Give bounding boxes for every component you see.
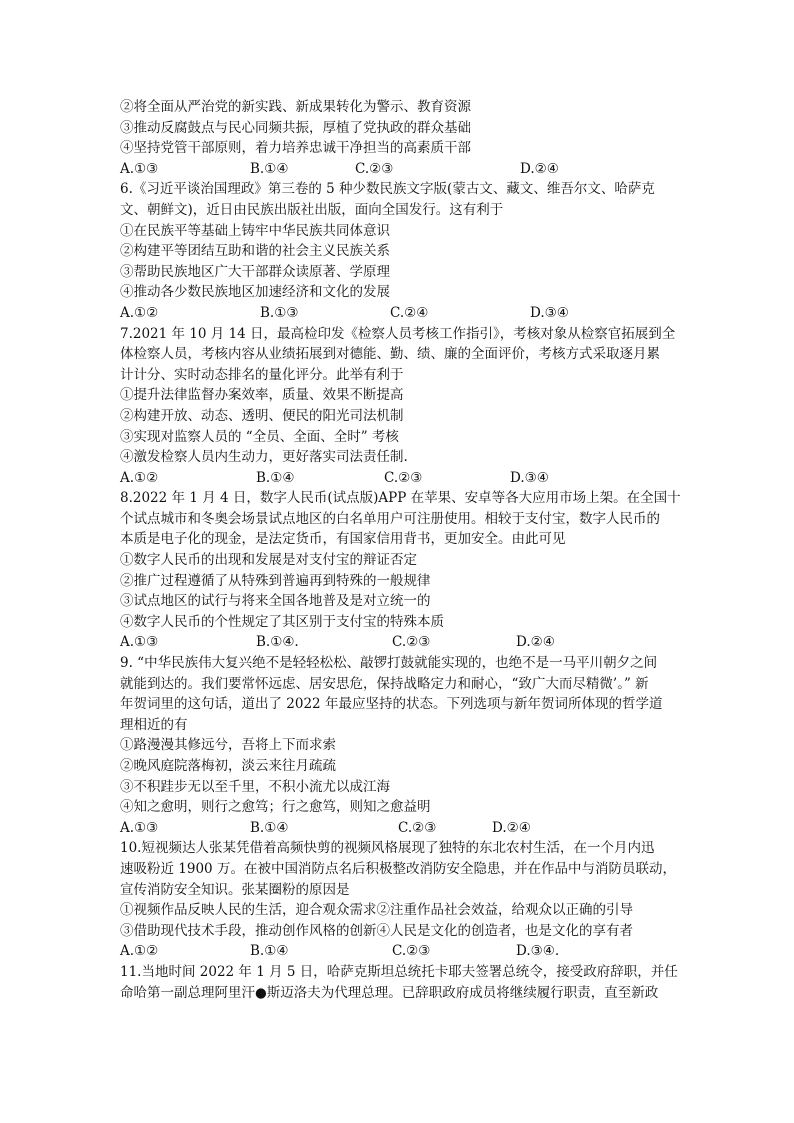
question-text-line: 理相近的有	[120, 716, 188, 733]
answer-option: B.①④	[250, 943, 289, 960]
choice-statement: ③实现对监察人员的 “全员、全面、全时” 考核	[120, 428, 399, 445]
answer-option: B.①③	[260, 304, 299, 321]
answer-option: A.①③	[120, 819, 159, 836]
answer-option: B.①④	[250, 819, 289, 836]
question-text-line: 11.当地时间 2022 年 1 月 5 日，哈萨克斯坦总统托卡耶夫签署总统令，接受政府辞职，并任	[120, 963, 678, 980]
question-text-line: 计计分、实时动态排名的量化评分。此举有利于	[120, 366, 404, 383]
answer-option: A.①③	[120, 634, 159, 651]
question-q7	[120, 324, 685, 489]
answer-options	[120, 159, 685, 180]
answer-options	[120, 468, 685, 489]
choice-statement: ②构建开放、动态、透明、便民的阳光司法机制	[120, 407, 404, 424]
choice-statement: ①视频作品反映人民的生活，迎合观众需求②注重作品社会效益，给观众以正确的引导	[120, 902, 633, 919]
question-text-line: 个试点城市和冬奥会场景试点地区的白名单用户可注册使用。相较于支付宝，数字人民币的	[120, 510, 660, 527]
choice-statement: ④推动各少数民族地区加速经济和文化的发展	[120, 284, 390, 301]
choice-statement: ②构建平等团结互助和谐的社会主义民族关系	[120, 243, 390, 260]
question-text-line: 7.2021 年 10 月 14 日，最高检印发《检察人员考核工作指引》，考核对象从检察官拓展到全	[120, 325, 676, 342]
answer-option: A.①②	[120, 943, 159, 960]
answer-options	[120, 941, 685, 962]
answer-option: C.②③	[392, 943, 431, 960]
answer-option: D.③④	[530, 304, 569, 321]
choice-statement: ③推动反腐鼓点与民心同频共振，厚植了党执政的群众基础	[120, 119, 471, 136]
question-text-line: 速吸粉近 1900 万。在被中国消防点名后积极整改消防安全隐患，并在作品中与消防员联动，	[120, 860, 676, 877]
answer-options	[120, 818, 685, 839]
choice-statement: ④数字人民币的个性规定了其区别于支付宝的特殊本质	[120, 613, 444, 630]
answer-option: A.①②	[120, 304, 159, 321]
answer-option: B.①④.	[256, 634, 299, 651]
question-q5-tail	[120, 97, 685, 179]
choice-statement: ③借助现代技术手段，推动创作风格的创新④人民是文化的创造者，也是文化的享有者	[120, 922, 633, 939]
answer-option: B.①④	[250, 160, 289, 177]
question-q9	[120, 653, 685, 838]
answer-option: A.①②	[120, 469, 159, 486]
choice-statement: ①数字人民币的出现和发展是对支付宝的辩证否定	[120, 552, 417, 569]
question-text-line: 就能到达的。我们要常怀远虑、居安思危，保持战略定力和耐心，“致广大而尽精微’。” 新	[120, 675, 649, 692]
answer-options	[120, 303, 685, 324]
choice-statement: ④坚持党管干部原则，着力培养忠诚干净担当的高素质干部	[120, 140, 471, 157]
choice-statement: ②晚风庭院落梅初，淡云来往月疏疏	[120, 758, 336, 774]
answer-option: D.②④	[492, 819, 531, 836]
choice-statement: ②推广过程遵循了从特殊到普遍再到特殊的一般规律	[120, 572, 431, 589]
question-text-line: 体检察人员，考核内容从业绩拓展到对德能、勤、绩、廉的全面评价，考核方式采取逐月累	[120, 346, 660, 363]
answer-option: D.③④	[510, 469, 549, 486]
answer-option: D.②④	[520, 160, 559, 177]
question-q6	[120, 179, 685, 323]
question-text-line: 8.2022 年 1 月 4 日，数字人民币(试点版)APP 在苹果、安卓等各大应用市场上架。在全国十	[120, 490, 681, 507]
question-q10	[120, 838, 685, 962]
choice-statement: ①提升法律监督办案效率，质量、效果不断提高	[120, 387, 404, 404]
question-text-line: 10.短视频达人张某凭借着高频快剪的视频风格展现了独特的东北农村生活，在一个月内迅	[120, 840, 655, 857]
choice-statement: ②将全面从严治党的新实践、新成果转化为警示、教育资源	[120, 99, 471, 115]
question-text-line: 命哈第一副总理阿里汗●斯迈洛夫为代理总理。已辞职政府成员将继续履行职责，直至新政	[120, 984, 659, 1001]
choice-statement: ④知之愈明，则行之愈笃；行之愈笃，则知之愈益明	[120, 799, 431, 816]
question-q8	[120, 488, 685, 653]
answer-option: B.①④	[256, 469, 295, 486]
question-q11	[120, 962, 685, 1003]
choice-statement: ④激发检察人员内生动力，更好落实司法责任制.	[120, 449, 408, 466]
exam-questions	[120, 97, 685, 1003]
question-text-line: 文、朝鲜文)，近日由民族出版社出版，面向全国发行。这有利于	[120, 201, 504, 218]
question-text-line: 宣传消防安全知识。张某圈粉的原因是	[120, 881, 350, 898]
answer-option: D.②④	[516, 634, 555, 651]
answer-options	[120, 632, 685, 653]
answer-option: D.③④.	[516, 943, 560, 960]
choice-statement: ③帮助民族地区广大干部群众读原著、学原理	[120, 263, 390, 280]
question-text-line: 本质是电子化的现金，是法定货币，有国家信用背书，更加安全。由此可见	[120, 531, 566, 548]
choice-statement: ③不积跬步无以至千里，不积小流尤以成江海	[120, 778, 390, 795]
answer-option: C.②③	[398, 819, 437, 836]
choice-statement: ③试点地区的试行与将来全国各地普及是对立统一的	[120, 593, 431, 610]
choice-statement: ①路漫漫其修远兮，吾将上下而求索	[120, 737, 336, 754]
answer-option: C.②③	[355, 160, 394, 177]
question-text-line: 9. “中华民族伟大复兴绝不是轻轻松松、敲锣打鼓就能实现的，也绝不是一马平川朝夕之间	[120, 655, 658, 672]
answer-option: C.②③	[384, 469, 423, 486]
question-text-line: 6.《习近平谈治国理政》第三卷的 5 种少数民族文字版(蒙古文、藏文、维吾尔文、哈萨克	[120, 181, 655, 198]
choice-statement: ①在民族平等基础上铸牢中华民族共同体意识	[120, 222, 390, 239]
answer-option: C.②③	[392, 634, 431, 651]
answer-option: C.②④	[390, 304, 429, 321]
question-text-line: 年贺词里的这句话，道出了 2022 年最应坚持的状态。下列选项与新年贺词所体现的哲学道	[120, 696, 663, 713]
answer-option: A.①③	[120, 160, 159, 177]
